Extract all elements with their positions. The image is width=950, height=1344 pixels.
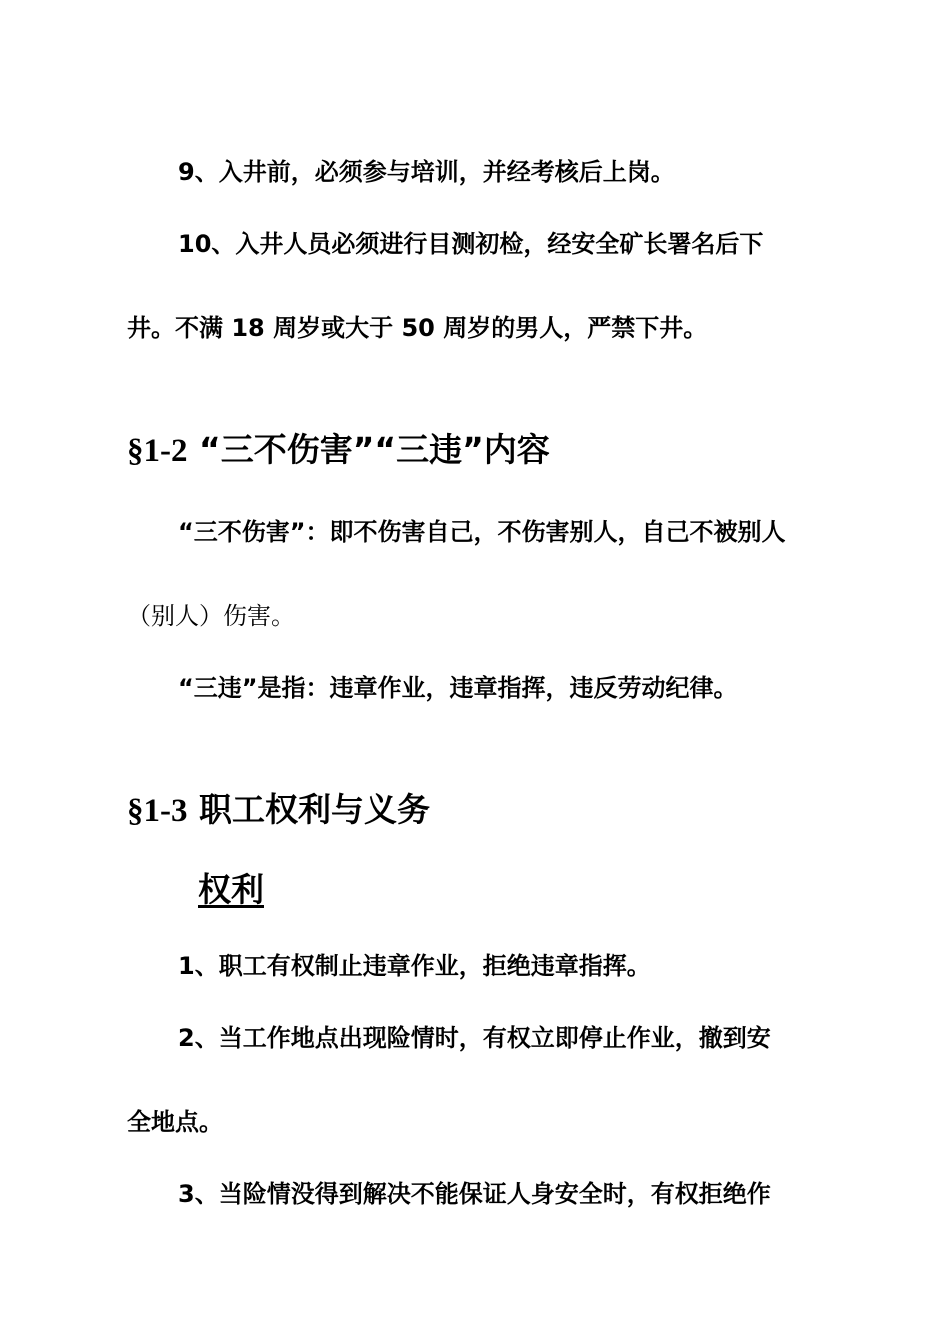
section-title: “三不伤害”“三违”内容 bbox=[199, 430, 550, 469]
rights-heading: 权利 bbox=[198, 870, 264, 909]
rights-item-1: 1、职工有权制止违章作业，拒绝违章指挥。 bbox=[178, 952, 651, 980]
paragraph-item-10-line-2: 井。不满 18 周岁或大于 50 周岁的男人，严禁下井。 bbox=[127, 314, 708, 342]
rights-item-3-line-1: 3、当险情没得到解决不能保证人身安全时，有权拒绝作 bbox=[178, 1180, 771, 1208]
section-heading-1-3 bbox=[127, 790, 430, 831]
sanbu-shanghai-line-1: “三不伤害”：即不伤害自己，不伤害别人，自己不被别人 bbox=[178, 518, 786, 546]
section-heading-1-2 bbox=[127, 430, 550, 471]
sanbu-shanghai-line-2 bbox=[127, 600, 295, 632]
paragraph-item-9: 9、入井前，必须参与培训，并经考核后上岗。 bbox=[178, 158, 675, 186]
section-title: 职工权利与义务 bbox=[199, 790, 430, 829]
sanbu-shanghai-line-2-text: （别人）伤害。 bbox=[127, 602, 295, 630]
section-number: §1-2 bbox=[127, 433, 188, 469]
rights-item-2-line-2: 全地点。 bbox=[127, 1108, 223, 1136]
section-number: §1-3 bbox=[127, 793, 188, 829]
paragraph-item-10-line-1: 10、入井人员必须进行目测初检，经安全矿长署名后下 bbox=[178, 230, 764, 258]
sanwei-definition: “三违”是指：违章作业，违章指挥，违反劳动纪律。 bbox=[178, 674, 738, 702]
rights-item-2-line-1: 2、当工作地点出现险情时，有权立即停止作业，撤到安 bbox=[178, 1024, 771, 1052]
